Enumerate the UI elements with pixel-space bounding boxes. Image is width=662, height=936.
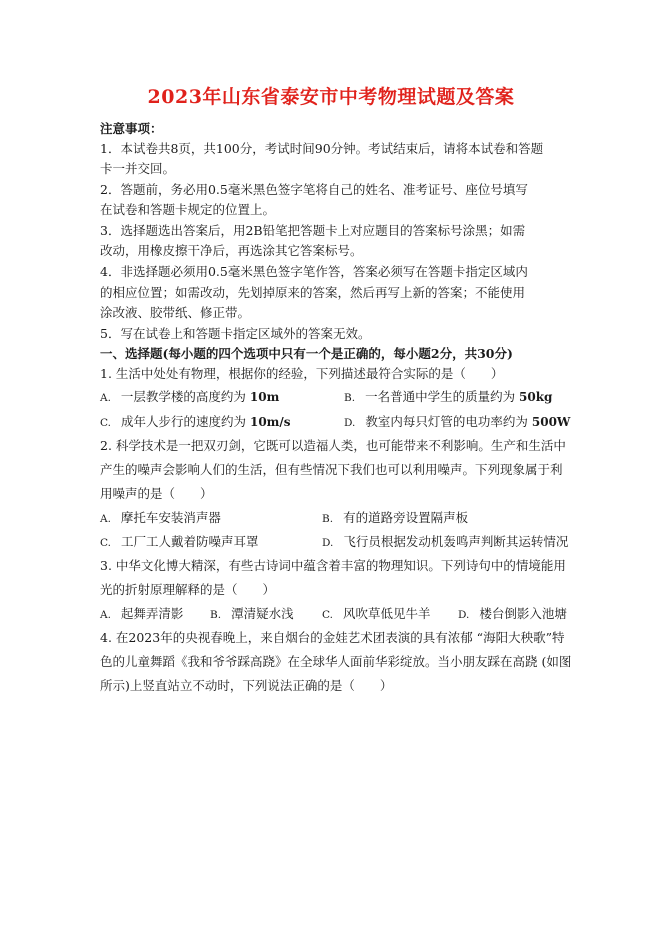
q1-option-b — [344, 389, 552, 406]
option-value: 10m — [249, 390, 280, 404]
option-text: 摩托车安装消声器 — [120, 510, 221, 525]
q3-option-d — [458, 606, 567, 623]
option-text: 风吹草低见牛羊 — [343, 606, 431, 621]
q1-option-c — [100, 414, 291, 431]
option-letter: A. — [100, 513, 111, 525]
q2-option-c — [100, 534, 259, 551]
q2-option-d — [322, 534, 568, 551]
option-letter: D. — [322, 537, 334, 549]
option-text: 一层教学楼的高度约为 — [120, 389, 250, 404]
question-4-stem: 色的儿童舞蹈《我和爷爷踩高跷》在全球华人面前华彩绽放。当小朋友踩在高跷 (如图 — [100, 654, 572, 669]
option-value: 500W — [531, 415, 571, 429]
exam-title: 2023年山东省泰安市中考物理试题及答案 — [147, 86, 515, 108]
question-1-stem: 1. 生活中处处有物理，根据你的经验，下列描述最符合实际的是（ ） — [100, 366, 504, 381]
option-text: 潭清疑水浅 — [231, 606, 294, 621]
notice-line: 卡一并交回。 — [100, 161, 176, 176]
notice-line: 5．写在试卷上和答题卡指定区域外的答案无效。 — [100, 326, 371, 341]
option-letter: D. — [344, 417, 356, 429]
q3-option-a — [100, 606, 183, 623]
option-letter: B. — [210, 609, 222, 621]
option-text: 飞行员根据发动机轰鸣声判断其运转情况 — [343, 534, 569, 549]
notice-line: 1．本试卷共8页，共100分，考试时间90分钟。考试结束后，请将本试卷和答题 — [100, 141, 544, 156]
option-letter: D. — [458, 609, 470, 621]
option-text: 成年人步行的速度约为 — [121, 414, 250, 429]
q2-option-b — [322, 510, 468, 527]
option-letter: B. — [344, 392, 356, 404]
q2-option-a — [100, 510, 221, 527]
notice-line: 在试卷和答题卡规定的位置上。 — [100, 202, 276, 217]
notice-line: 2．答题前，务必用0.5毫米黑色签字笔将自己的姓名、准考证号、座位号填写 — [100, 182, 528, 197]
notice-line: 涂改液、胶带纸、修正带。 — [100, 305, 251, 320]
option-text: 有的道路旁设置隔声板 — [343, 510, 469, 525]
notice-line: 3．选择题选出答案后，用2B铅笔把答题卡上对应题目的答案标号涂黑；如需 — [100, 223, 526, 238]
q3-option-c — [322, 606, 431, 623]
option-text: 教室内每只灯管的电功率约为 — [365, 414, 532, 429]
question-4-stem: 所示)上竖直站立不动时，下列说法正确的是（ ） — [100, 678, 393, 693]
option-text: 楼台倒影入池塘 — [479, 606, 567, 621]
notice-line: 的相应位置；如需改动，先划掉原来的答案，然后再写上新的答案；不能使用 — [100, 285, 526, 300]
q1-option-a — [100, 389, 279, 406]
option-letter: B. — [322, 513, 334, 525]
question-3-stem: 光的折射原理解释的是（ ） — [100, 582, 276, 597]
question-2-stem: 用噪声的是（ ） — [100, 486, 213, 501]
section-heading: 一、选择题(每小题的四个选项中只有一个是正确的，每小题2分，共30分) — [100, 346, 513, 361]
notice-heading: 注意事项： — [100, 121, 163, 136]
option-text: 一名普通中学生的质量约为 — [365, 389, 520, 404]
option-value: 50kg — [519, 390, 553, 404]
notice-line: 改动，用橡皮擦干净后，再选涂其它答案标号。 — [100, 243, 363, 258]
option-value: 10m/s — [249, 415, 291, 429]
option-letter: C. — [100, 417, 111, 429]
question-3-stem: 3. 中华文化博大精深，有些古诗词中蕴含着丰富的物理知识。下列诗句中的情境能用 — [100, 558, 566, 573]
option-letter: C. — [100, 537, 111, 549]
question-2-stem: 2. 科学技术是一把双刃剑，它既可以造福人类，也可能带来不利影响。生产和生活中 — [100, 438, 566, 453]
option-letter: A. — [100, 392, 111, 404]
option-text: 工厂工人戴着防噪声耳罩 — [121, 534, 259, 549]
question-4-stem: 4. 在2023年的央视春晚上，来自烟台的金娃艺术团表演的具有浓郁 “海阳大秧歌”特 — [100, 630, 565, 645]
option-letter: C. — [322, 609, 333, 621]
option-letter: A. — [100, 609, 111, 621]
option-text: 起舞弄清影 — [120, 606, 184, 621]
notice-line: 4．非选择题必须用0.5毫米黑色签字笔作答，答案必须写在答题卡指定区域内 — [100, 264, 528, 279]
q3-option-b — [210, 606, 294, 623]
q1-option-d — [344, 414, 570, 431]
question-2-stem: 产生的噪声会影响人们的生活，但有些情况下我们也可以利用噪声。下列现象属于利 — [100, 462, 563, 477]
